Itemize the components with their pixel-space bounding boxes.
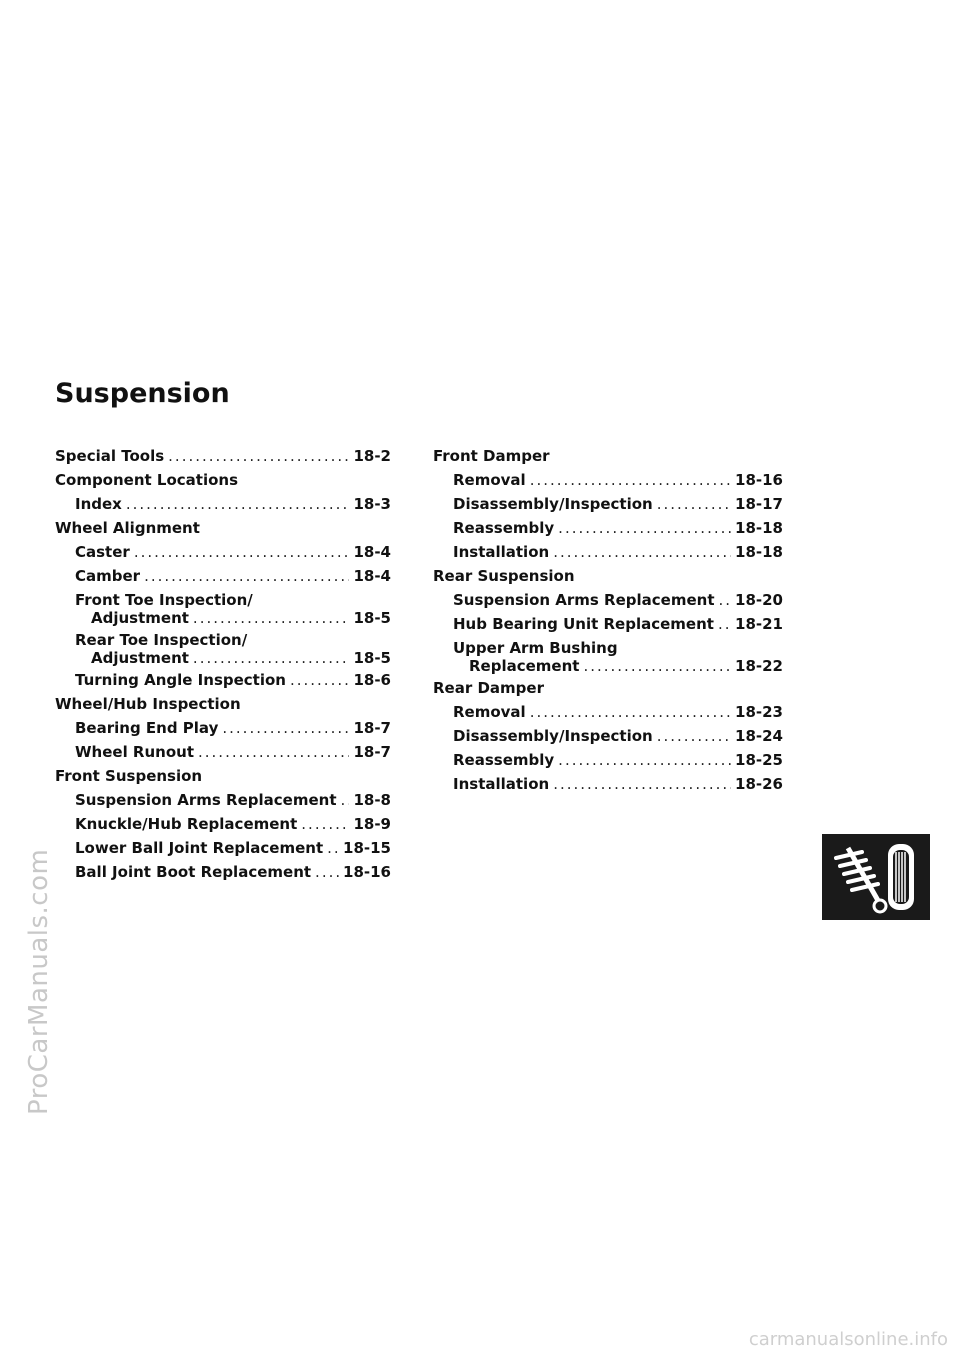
toc-section-heading xyxy=(433,676,783,700)
toc-entry[interactable] xyxy=(55,540,391,564)
dot-leader xyxy=(126,492,350,516)
toc-entry-label: Index xyxy=(75,495,122,513)
toc-page-number: 18-6 xyxy=(353,671,391,689)
dot-leader xyxy=(290,668,349,692)
shock-absorber-icon xyxy=(822,834,930,920)
toc-entry-label: Reassembly xyxy=(453,751,555,769)
toc-heading-label: Rear Damper xyxy=(433,679,544,697)
dot-leader xyxy=(553,540,731,564)
toc-page-number: 18-17 xyxy=(735,495,783,513)
toc-page-number: 18-4 xyxy=(353,567,391,585)
toc-heading-label: Wheel Alignment xyxy=(55,519,200,537)
toc-page-number: 18-18 xyxy=(735,519,783,537)
toc-entry[interactable] xyxy=(55,588,391,628)
toc-entry[interactable] xyxy=(55,860,391,884)
toc-page-number: 18-18 xyxy=(735,543,783,561)
dot-leader xyxy=(530,468,731,492)
toc-page-number: 18-23 xyxy=(735,703,783,721)
toc-page-number: 18-9 xyxy=(353,815,391,833)
toc-entry[interactable] xyxy=(55,740,391,764)
toc-section-heading xyxy=(433,444,783,468)
toc-page-number: 18-5 xyxy=(353,609,391,627)
dot-leader xyxy=(301,812,349,836)
toc-entry[interactable] xyxy=(55,492,391,516)
toc-page-number: 18-20 xyxy=(735,591,783,609)
toc-entry-label: Reassembly xyxy=(453,519,555,537)
toc-entry-label: Lower Ball Joint Replacement xyxy=(75,839,324,857)
toc-entry-label-continued: Adjustment xyxy=(91,609,189,627)
toc-heading-label: Component Locations xyxy=(55,471,239,489)
toc-entry-label: Removal xyxy=(453,471,526,489)
toc-page-number: 18-22 xyxy=(735,657,783,675)
toc-entry-label: Installation xyxy=(453,543,550,561)
toc-page-number: 18-16 xyxy=(343,863,391,881)
toc-entry-label-continued: Replacement xyxy=(469,657,580,675)
toc-section-heading xyxy=(55,764,391,788)
toc-entry-label: Front Toe Inspection/ xyxy=(75,591,253,609)
dot-leader xyxy=(198,740,349,764)
toc-page-number: 18-2 xyxy=(353,447,391,465)
dot-leader xyxy=(168,444,349,468)
dot-leader xyxy=(553,772,731,796)
toc-entry[interactable] xyxy=(433,772,783,796)
toc-heading-label: Front Damper xyxy=(433,447,550,465)
toc-entry[interactable] xyxy=(433,468,783,492)
dot-leader xyxy=(718,612,731,636)
dot-leader xyxy=(558,516,731,540)
dot-leader xyxy=(341,788,350,812)
toc-entry-label: Knuckle/Hub Replacement xyxy=(75,815,298,833)
toc-entry[interactable] xyxy=(433,588,783,612)
toc-entry[interactable] xyxy=(55,788,391,812)
dot-leader xyxy=(315,860,339,884)
toc-entry[interactable] xyxy=(55,564,391,588)
section-tab-shock-absorber-icon[interactable] xyxy=(822,834,930,920)
page-title: Suspension xyxy=(55,378,230,409)
side-watermark: ProCarManuals.com xyxy=(24,848,54,1115)
toc-section-heading xyxy=(433,564,783,588)
toc-heading-label: Wheel/Hub Inspection xyxy=(55,695,241,713)
toc-section-heading xyxy=(55,516,391,540)
toc-entry-label: Suspension Arms Replacement xyxy=(75,791,337,809)
toc-page-number: 18-16 xyxy=(735,471,783,489)
toc-entry-label: Disassembly/Inspection xyxy=(453,495,653,513)
toc-entry[interactable] xyxy=(55,628,391,668)
toc-entry-label: Bearing End Play xyxy=(75,719,219,737)
toc-entry-label: Camber xyxy=(75,567,141,585)
dot-leader xyxy=(193,609,350,627)
toc-entry[interactable] xyxy=(55,668,391,692)
toc-section-heading xyxy=(55,468,391,492)
toc-page-number: 18-3 xyxy=(353,495,391,513)
dot-leader xyxy=(134,540,350,564)
toc-page-number: 18-21 xyxy=(735,615,783,633)
toc-entry[interactable] xyxy=(433,700,783,724)
toc-entry[interactable] xyxy=(433,516,783,540)
toc-entry[interactable] xyxy=(433,748,783,772)
toc-entry-label: Turning Angle Inspection xyxy=(75,671,286,689)
toc-section-heading xyxy=(55,692,391,716)
toc-entry-label: Caster xyxy=(75,543,130,561)
toc-entry[interactable] xyxy=(55,812,391,836)
toc-entry-label: Hub Bearing Unit Replacement xyxy=(453,615,714,633)
toc-entry[interactable] xyxy=(433,724,783,748)
toc-entry-label: Rear Toe Inspection/ xyxy=(75,631,248,649)
toc-entry-label: Wheel Runout xyxy=(75,743,194,761)
toc-page-number: 18-8 xyxy=(353,791,391,809)
toc-entry[interactable] xyxy=(433,492,783,516)
toc-page-number: 18-15 xyxy=(343,839,391,857)
toc-right-column xyxy=(433,444,783,796)
toc-page-number: 18-5 xyxy=(353,649,391,667)
toc-entry-label: Suspension Arms Replacement xyxy=(453,591,715,609)
dot-leader xyxy=(222,716,349,740)
toc-page-number: 18-26 xyxy=(735,775,783,793)
toc-entry[interactable] xyxy=(55,836,391,860)
toc-heading-label: Front Suspension xyxy=(55,767,203,785)
dot-leader xyxy=(530,700,731,724)
dot-leader xyxy=(657,492,731,516)
toc-entry[interactable] xyxy=(55,716,391,740)
toc-entry-label: Upper Arm Bushing xyxy=(453,639,618,657)
dot-leader xyxy=(657,724,731,748)
bottom-watermark: carmanualsonline.info xyxy=(748,1329,948,1350)
toc-page-number: 18-7 xyxy=(353,719,391,737)
dot-leader xyxy=(583,657,731,675)
toc-entry-label: Installation xyxy=(453,775,550,793)
toc-entry[interactable] xyxy=(433,636,783,676)
toc-heading-label: Rear Suspension xyxy=(433,567,575,585)
dot-leader xyxy=(193,649,350,667)
toc-entry-label: Special Tools xyxy=(55,447,165,465)
toc-entry-label: Removal xyxy=(453,703,526,721)
toc-page-number: 18-4 xyxy=(353,543,391,561)
toc-left-column xyxy=(55,444,391,884)
toc-page-number: 18-24 xyxy=(735,727,783,745)
toc-page-number: 18-25 xyxy=(735,751,783,769)
toc-page-number: 18-7 xyxy=(353,743,391,761)
dot-leader xyxy=(144,564,349,588)
dot-leader xyxy=(558,748,731,772)
toc-entry[interactable] xyxy=(55,444,391,468)
toc-entry[interactable] xyxy=(433,540,783,564)
dot-leader xyxy=(719,588,732,612)
dot-leader xyxy=(327,836,339,860)
toc-entry-label-continued: Adjustment xyxy=(91,649,189,667)
toc-entry-label: Disassembly/Inspection xyxy=(453,727,653,745)
toc-entry[interactable] xyxy=(433,612,783,636)
toc-entry-label: Ball Joint Boot Replacement xyxy=(75,863,312,881)
